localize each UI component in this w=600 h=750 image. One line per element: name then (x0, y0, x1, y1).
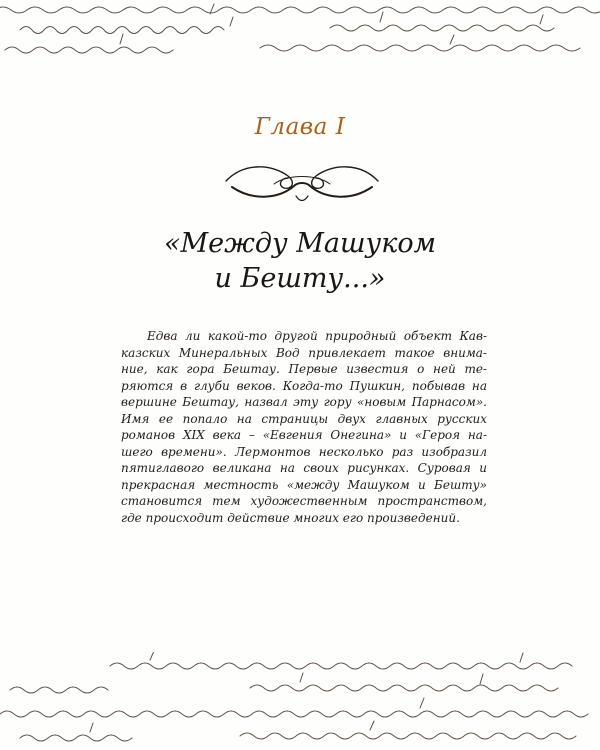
manuscript-footer-image (0, 652, 600, 750)
chapter-intro-paragraph (121, 328, 487, 526)
paragraph-line: шего времени». Лермонтов несколько раз изобразил (121, 444, 487, 459)
paragraph-line: казских Минеральных Вод привлекает такое внима- (121, 345, 487, 360)
chapter-title-line: и Бешту...» (214, 263, 386, 294)
chapter-title-line: «Между Машуком (164, 228, 436, 259)
chapter-title (0, 226, 600, 296)
paragraph-line: ние, как гора Бештау. Первые известия о ней те- (121, 362, 487, 376)
paragraph-line: пятиглавого великана на своих рисунках. Суровая и (121, 461, 487, 475)
flourish-ornament-icon (222, 154, 382, 208)
paragraph-line: становится тем художественным пространством, (121, 494, 487, 508)
paragraph-line: вершине Бештау, назвал эту гору «новым Парнасом». (121, 395, 487, 409)
paragraph-line: где происходит действие многих его произведений. (121, 510, 460, 525)
paragraph-line: прекрасная местность «между Машуком и Бешту» (121, 477, 487, 492)
manuscript-header-image (0, 0, 600, 62)
paragraph-line: Едва ли какой-то другой природный объект Кав- (147, 329, 487, 343)
chapter-label: Глава I (254, 114, 346, 140)
paragraph-line: ряются в глуби веков. Когда-то Пушкин, побывав на (121, 378, 487, 393)
paragraph-line: Имя ее попало на страницы двух главных русских (121, 411, 487, 426)
paragraph-line: романов XIX века – «Евгения Онегина» и «Героя на- (121, 428, 487, 442)
handwriting-strip-bottom (0, 652, 600, 750)
handwriting-strip-top (0, 0, 600, 62)
